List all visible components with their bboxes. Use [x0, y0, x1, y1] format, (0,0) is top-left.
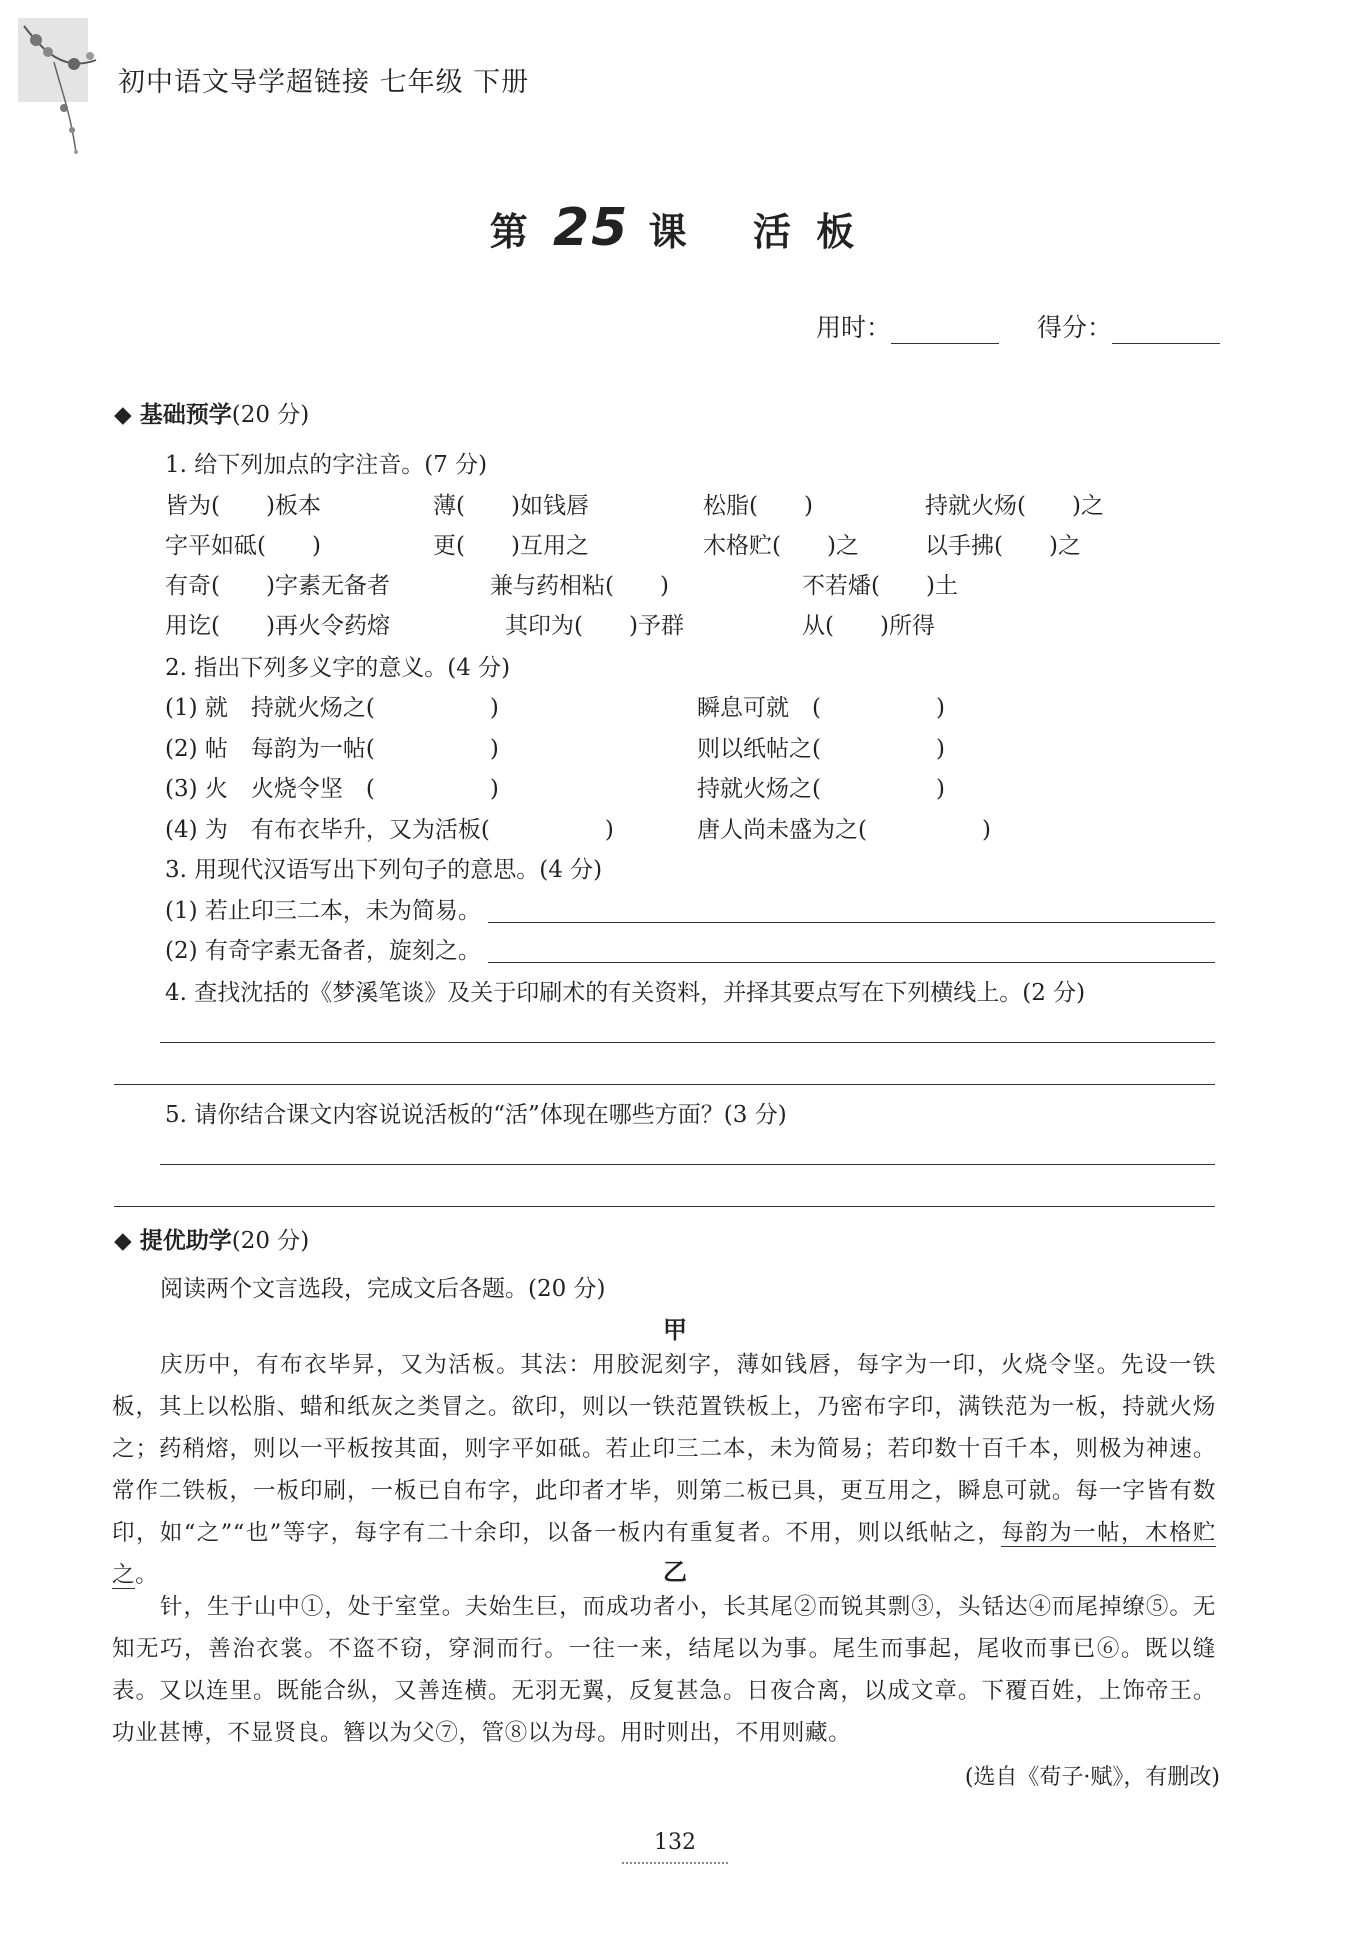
section-title: 提优助学 — [139, 1228, 232, 1254]
diamond-bullet-icon: ◆ — [114, 402, 132, 428]
q1-title: 1. 给下列加点的字注音。(7 分) — [165, 452, 488, 478]
lesson-number: 25 — [552, 198, 630, 258]
q1-item: 用讫( )再火令药熔 — [165, 613, 390, 639]
lesson-title — [0, 198, 1350, 258]
time-label: 用时： — [816, 313, 892, 342]
answer-line[interactable] — [488, 922, 1215, 923]
plum-blossom-branch-icon — [14, 12, 104, 162]
passage-jia-title: 甲 — [663, 1316, 687, 1344]
q1-item: 薄( )如钱唇 — [433, 493, 589, 519]
q1-item: 持就火炀( )之 — [925, 493, 1104, 519]
q2-title: 2. 指出下列多义字的意义。(4 分) — [165, 655, 511, 681]
q1-item: 松脂( ) — [703, 493, 813, 519]
q1-item: 皆为( )板本 — [165, 493, 321, 519]
answer-line[interactable] — [488, 962, 1215, 963]
q1-item: 木格贮( )之 — [703, 533, 859, 559]
section-heading-basic — [114, 396, 309, 429]
passage-jia-end: 。 — [135, 1562, 159, 1588]
q3-item: (2) 有奇字素无备者，旋刻之。 — [165, 938, 481, 964]
q1-item: 更( )互用之 — [433, 533, 589, 559]
q1-item: 不若燔( )土 — [802, 573, 958, 599]
q2-item: (3) 火 火烧令坚 ( ) — [165, 776, 499, 802]
lesson-suffix: 课 — [648, 210, 693, 254]
q2-item: (4) 为 有布衣毕升，又为活板( ) — [165, 817, 614, 843]
q2-item: 则以纸帖之( ) — [697, 736, 945, 762]
q1-item: 以手拂( )之 — [925, 533, 1081, 559]
answer-line[interactable] — [160, 1164, 1215, 1165]
q1-item: 有奇( )字素无备者 — [165, 573, 390, 599]
section-heading-advanced — [114, 1222, 309, 1255]
section-points: (20 分) — [231, 402, 310, 428]
section-points: (20 分) — [231, 1228, 310, 1254]
lesson-prefix: 第 — [489, 210, 534, 254]
answer-line[interactable] — [114, 1084, 1215, 1085]
q2-item: 持就火炀之( ) — [697, 776, 945, 802]
q2-item: (2) 帖 每韵为一帖( ) — [165, 736, 499, 762]
diamond-bullet-icon: ◆ — [114, 1228, 132, 1254]
q1-item: 从( )所得 — [802, 613, 935, 639]
reading-instruction: 阅读两个文言选段，完成文后各题。(20 分) — [160, 1276, 606, 1302]
answer-line[interactable] — [114, 1206, 1215, 1207]
page-number: 132 — [654, 1830, 696, 1855]
score-blank[interactable] — [1112, 321, 1220, 344]
time-blank[interactable] — [891, 321, 999, 344]
lesson-name: 活 板 — [753, 210, 861, 254]
q1-item: 其印为( )予群 — [505, 613, 684, 639]
q3-item: (1) 若止印三二本，未为简易。 — [165, 898, 481, 924]
score-label: 得分： — [1036, 313, 1112, 342]
book-title: 初中语文导学超链接 七年级 下册 — [118, 67, 530, 98]
q3-title: 3. 用现代汉语写出下列句子的意思。(4 分) — [165, 857, 603, 883]
score-row — [816, 308, 1220, 344]
passage-jia-text: 庆历中，有布衣毕昇，又为活板。其法：用胶泥刻字，薄如钱唇，每字为一印，火烧令坚。先设一铁板，其上以松脂、蜡和纸灰之类冒之。欲印，则以一铁范置铁板上，乃密布字印，满铁范为一板，持就火炀之；药稍熔，则以一平板按其面，则字平如砥。若止印三二本，未为简易；若印数十百千本，则极为神速。常作二铁板，一板印刷，一板已自布字，此印者才毕，则第二板已具，更互用之，瞬息可就。每一字皆有数印，如“之”“也”等字，每字有二十余印，以备一板内有重复者。不用，则以纸帖之， — [112, 1352, 1216, 1546]
underlined-sentence: 每韵为一帖，木格贮之 — [112, 1520, 1216, 1588]
q2-item: 瞬息可就 ( ) — [697, 695, 945, 721]
q2-item: 唐人尚未盛为之( ) — [697, 817, 991, 843]
q1-item: 字平如砥( ) — [165, 533, 321, 559]
page-number-dots — [622, 1862, 728, 1864]
passage-source: (选自《荀子·赋》，有删改) — [964, 1765, 1220, 1790]
q2-item: (1) 就 持就火炀之( ) — [165, 695, 499, 721]
passage-yi-title: 乙 — [663, 1558, 687, 1586]
section-title: 基础预学 — [139, 402, 232, 428]
passage-yi: 针，生于山中①，处于室堂。夫始生巨，而成功者小，长其尾②而锐其剽③，头铦达④而尾掉缭⑤。无知无巧，善治衣裳。不盗不窃，穿洞而行。一往一来，结尾以为事。尾生而事起，尾收而事已⑥。既以缝表。又以连里。既能合纵，又善连横。无羽无翼，反复甚急。日夜合离，以成文章。下覆百姓，上饰帝王。功业甚博，不显贤良。簪以为父⑦，管⑧以为母。用时则出，不用则藏。 — [112, 1594, 1216, 1746]
q4-title: 4. 查找沈括的《梦溪笔谈》及关于印刷术的有关资料，并择其要点写在下列横线上。(2 分) — [165, 980, 1086, 1006]
q5-title: 5. 请你结合课文内容说说活板的“活”体现在哪些方面？(3 分) — [165, 1102, 787, 1128]
q1-item: 兼与药相粘( ) — [490, 573, 669, 599]
answer-line[interactable] — [160, 1042, 1215, 1043]
